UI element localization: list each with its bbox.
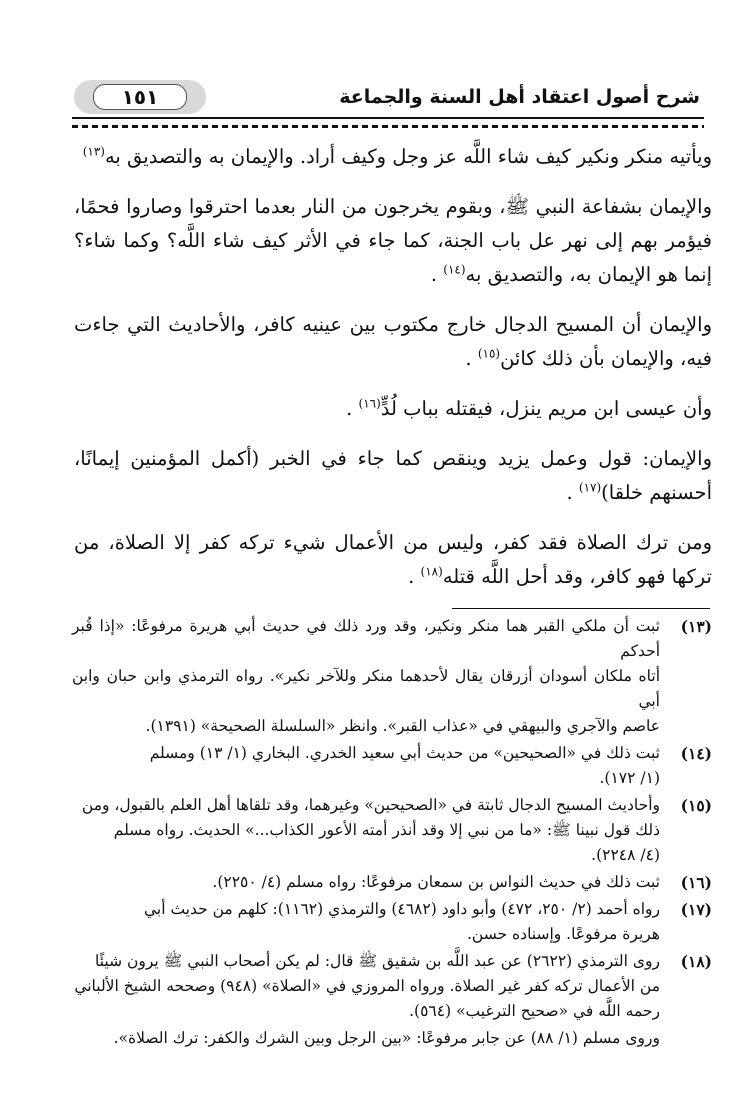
- header-divider: [72, 117, 704, 129]
- footnote-ref[interactable]: (١٥): [477, 346, 501, 361]
- paragraph: والإيمان بشفاعة النبي ﷺ، وبقوم يخرجون من النار بعدما احترقوا وصاروا فحمًا، فيؤمر بهم إلى نهر عل باب الجنة، كما جاء في الأثر كيف شاء اللَّه؟ وكما شاء؟ إنما هو الإيمان به، والتصديق به$^{(١٤)}$ .: [74, 195, 712, 286]
- paragraph: والإيمان أن المسيح الدجال خارج مكتوب بين عينيه كافر، والأحاديث التي جاءت فيه، والإيمان بأن ذلك كائن$^{(١٥)}$ .: [74, 313, 712, 370]
- footnote-number: (١٥): [680, 796, 712, 815]
- running-title: شرح أصول اعتقاد أهل السنة والجماعة: [339, 86, 700, 108]
- footnote-16: [72, 870, 712, 895]
- footnote-number: (١٨): [680, 952, 712, 971]
- footnote-number: (١٧): [680, 900, 712, 919]
- footnote-ref[interactable]: (١٤): [443, 262, 466, 277]
- footnote-ref[interactable]: (١٨): [420, 564, 443, 579]
- footnote-number: (١٤): [680, 744, 712, 763]
- footnotes: [72, 612, 712, 1053]
- footnote-17: [72, 897, 712, 947]
- paragraph: والإيمان: قول وعمل يزيد وينقص كما جاء في الخبر (أكمل المؤمنين إيمانًا، أحسنهم خلقا)$^{(١٧)}$ .: [74, 447, 712, 504]
- footnote-number: (١٣): [680, 617, 712, 636]
- page-number: ١٥١: [93, 84, 187, 110]
- footnote-14: [72, 741, 712, 791]
- footnote-ref[interactable]: (١٦): [358, 396, 381, 411]
- footnote-text: وأحاديث المسيح الدجال ثابتة في «الصحيحين» وغيرهما، وقد تلقاها أهل العلم بالقبول، ومن ذلك قول نبينا ﷺ: «ما من نبي إلا وقد أنذر أمته الأعور الكذاب...» الحديث. رواه مسلم (٤/ ٢٢٤٨).: [81, 796, 660, 864]
- page-number-badge: [74, 80, 206, 114]
- footnote-text: ثبت ذلك في «الصحيحين» من حديث أبي سعيد الخدري. البخاري (١/ ١٣) ومسلم (١/ ١٧٢).: [149, 744, 660, 787]
- paragraph: ويأتيه منكر ونكير كيف شاء اللَّه عز وجل وكيف أراد. والإيمان به والتصديق به$^{(١٣)}$: [82, 144, 712, 168]
- footnote-18: [72, 949, 712, 1024]
- paragraph: وأن عيسى ابن مريم ينزل، فيقتله بباب لُدٍّ$^{(١٦)}$ .: [346, 396, 712, 420]
- footnote-15: [72, 793, 712, 868]
- footnote-text: ثبت أن ملكي القبر هما منكر ونكير، وقد ورد ذلك في حديث أبي هريرة مرفوعًا: «إذا قُبر أحدكم أتاه ملكان أسودان أزرقان يقال لأحدهما منكر وللآخر نكير». رواه الترمذي وابن حبان وابن أبي عاصم والآجري والبيهقي في «عذاب القبر». وانظر «السلسلة الصحيحة» (١٣٩١).: [72, 617, 660, 735]
- footnote-13: [72, 614, 712, 739]
- paragraph: ومن ترك الصلاة فقد كفر، وليس من الأعمال شيء تركه كفر إلا الصلاة، من تركها فهو كافر، وقد أحل اللَّه قتله$^{(١٨)}$ .: [74, 531, 712, 588]
- footnote-divider: [452, 608, 710, 609]
- main-text: [74, 140, 712, 594]
- page-header: [60, 78, 700, 120]
- footnote-text: ثبت ذلك في حديث النواس بن سمعان مرفوعًا: رواه مسلم (٤/ ٢٢٥٠).: [212, 873, 660, 891]
- footnote-18-continuation: وروى مسلم (١/ ٨٨) عن جابر مرفوعًا: «بين الرجل وبين الشرك والكفر: ترك الصلاة».: [113, 1029, 660, 1047]
- footnote-ref[interactable]: (١٣): [82, 144, 105, 159]
- footnote-ref[interactable]: (١٧): [578, 480, 602, 495]
- footnote-number: (١٦): [680, 873, 712, 892]
- footnote-text: روى الترمذي (٢٦٢٢) عن عبد اللَّه بن شقيق ﷺ قال: لم يكن أصحاب النبي ﷺ يرون شيئًا من الأعمال تركه كفر غير الصلاة. ورواه المروزي في «الصلاة» (٩٤٨) وصححه الشيخ الألباني رحمه اللَّه في «صحيح الترغيب» (٥٦٤).: [74, 952, 660, 1020]
- footnote-text: رواه أحمد (٢/ ٢٥٠، ٤٧٢) وأبو داود (٤٦٨٢) والترمذي (١١٦٢): كلهم من حديث أبي هريرة مرفوعًا. وإسناده حسن.: [143, 900, 660, 943]
